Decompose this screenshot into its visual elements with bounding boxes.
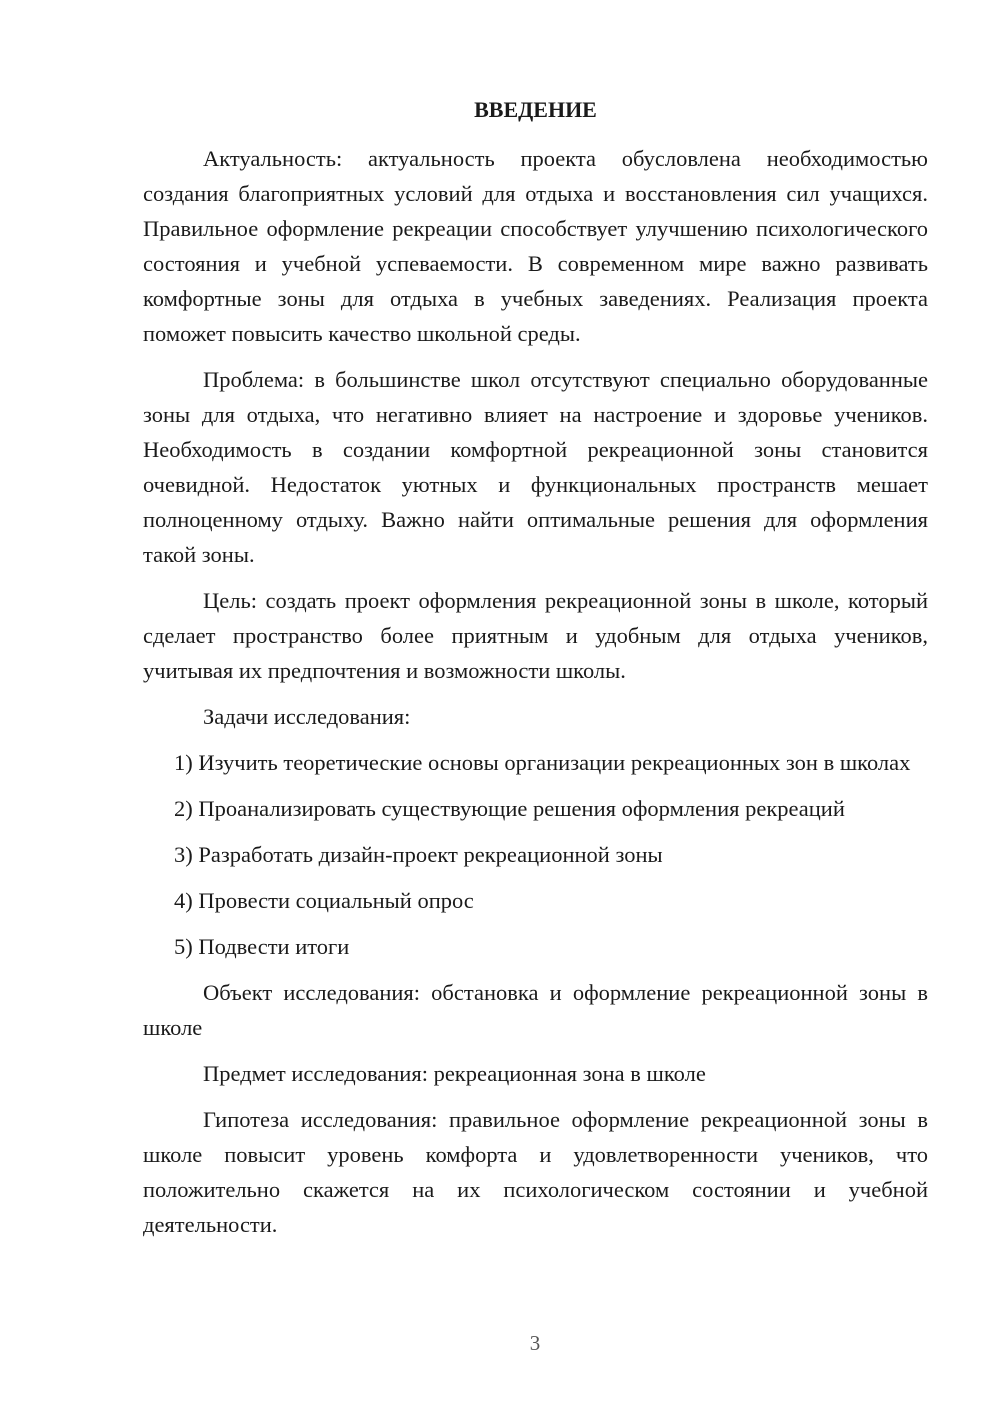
page-title: ВВЕДЕНИЕ — [474, 97, 597, 122]
goal-paragraph: Цель: создать проект оформления рекреационной зоны в школе, который сделает пространство более приятным и удобным для отдыха учеников, учитывая их предпочтения и возможности школы. — [143, 588, 928, 683]
list-item: 2) Проанализировать существующие решения оформления рекреаций — [174, 796, 845, 821]
hypothesis-paragraph: Гипотеза исследования: правильное оформление рекреационной зоны в школе повысит уровень комфорта и удовлетворенности учеников, что положительно скажется на их психологическом состоянии и учебной деятельности. — [143, 1107, 928, 1237]
tasks-list — [143, 745, 928, 964]
tasks-heading: Задачи исследования: — [203, 704, 411, 729]
subject-paragraph: Предмет исследования: рекреационная зона в школе — [203, 1061, 706, 1086]
list-item: 1) Изучить теоретические основы организации рекреационных зон в школах — [174, 750, 911, 775]
object-paragraph: Объект исследования: обстановка и оформление рекреационной зоны в школе — [143, 980, 928, 1040]
list-item: 3) Разработать дизайн-проект рекреационной зоны — [174, 842, 663, 867]
problem-paragraph: Проблема: в большинстве школ отсутствуют специально оборудованные зоны для отдыха, что негативно влияет на настроение и здоровье учеников. Необходимость в создании комфортной рекреационной зоны становится очевидной. Недостаток уютных и функциональных пространств мешает полноценному отдыху. Важно найти оптимальные решения для оформления такой зоны. — [143, 367, 928, 567]
relevance-paragraph: Актуальность: актуальность проекта обусловлена необходимостью создания благоприятных условий для отдыха и восстановления сил учащихся. Правильное оформление рекреации способствует улучшению психологического состояния и учебной успеваемости. В современном мире важно развивать комфортные зоны для отдыха в учебных заведениях. Реализация проекта поможет повысить качество школьной среды. — [143, 146, 928, 346]
list-item: 5) Подвести итоги — [174, 934, 350, 959]
page-number: 3 — [529, 1331, 541, 1355]
document-body — [143, 92, 928, 1253]
list-item: 4) Провести социальный опрос — [174, 888, 474, 913]
